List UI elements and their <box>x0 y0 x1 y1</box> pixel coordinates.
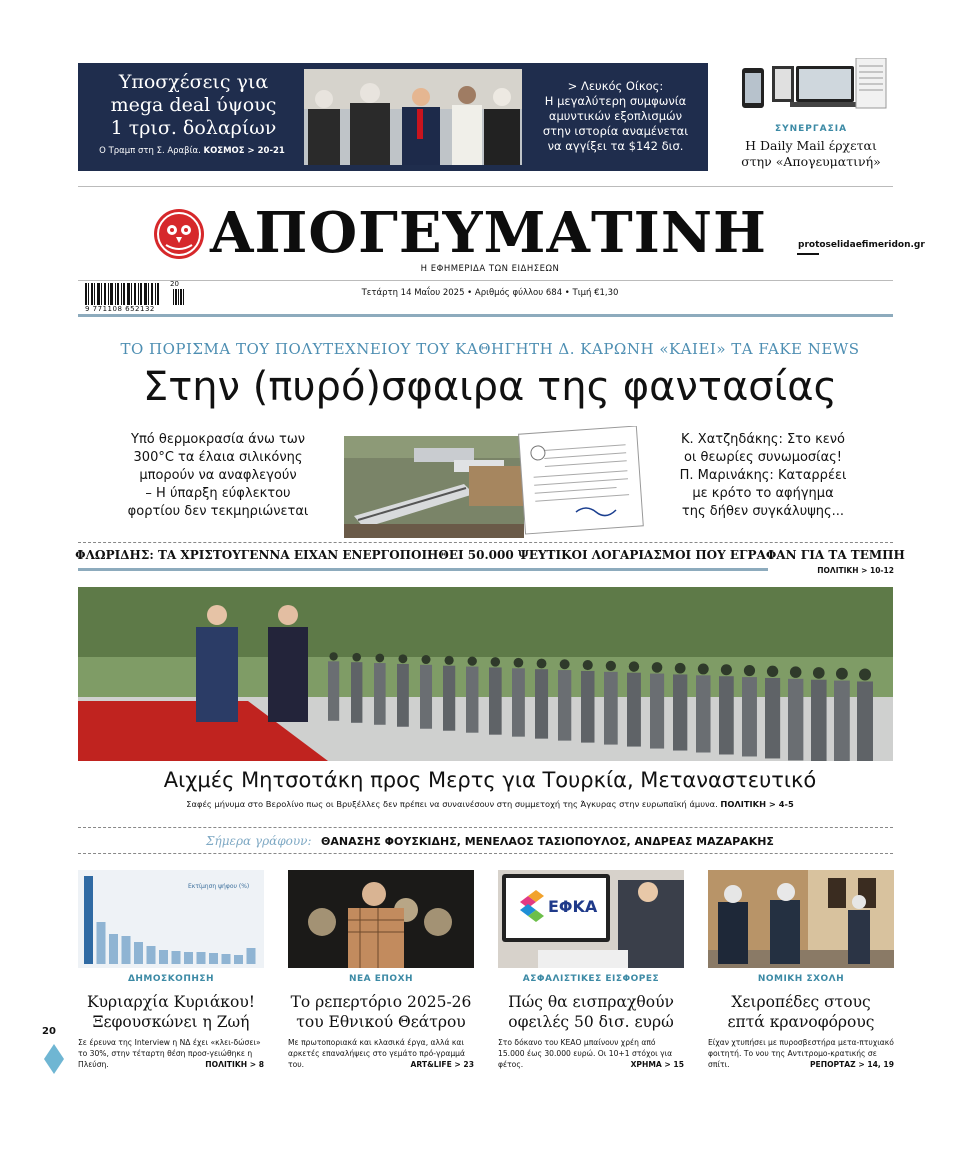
diamond-icon <box>44 1044 64 1074</box>
barcode-issue: 20 <box>170 280 179 288</box>
teaser-body: Σε έρευνα της Interview η ΝΔ έχει «κλει-δώσει» το 30%, στην τέταρτη θέση προσ-γειώθηκε η Πλεύση. ΠΟΛΙΤΙΚΗ > 8 <box>78 1038 264 1069</box>
teaser-body: Με πρωτοποριακά και κλασικά έργα, αλλά και αρκετές επαναλήψεις στο γεμάτο πρό-γραμμά του. ART&LIFE > 23 <box>288 1038 474 1069</box>
poll-bar <box>222 954 231 964</box>
top-story-right-text: Κ. Χατζηδάκης: Στο κενό οι θεωρίες συνωμοσίας! Π. Μαρινάκης: Καταρρέει με κρότο το αφήγημα της δήθεν συγκάλυψης... <box>679 432 847 519</box>
teaser-headline: Το ρεπερτόριο 2025-26 του Εθνικού Θεάτρου <box>290 993 472 1031</box>
collab-promo[interactable] <box>726 58 896 178</box>
soldier-figure <box>765 666 780 759</box>
soldier-figure <box>788 666 803 760</box>
teaser-body: Είχαν χτυπήσει με πυροσβεστήρα μετα-πτυχιακό φοιτητή. Το νου της Αντιτρομο-κρατικής σε σπίτι. ΡΕΠΟΡΤΑΖ > 14, 19 <box>708 1038 894 1069</box>
today-writers <box>0 834 980 848</box>
teaser-category: ΝΟΜΙΚΗ ΣΧΟΛΗ <box>757 974 845 984</box>
soldier-figure <box>397 654 409 726</box>
soldier-figure <box>627 661 641 746</box>
poll-chart-title: Εκτίμηση ψήφου (%) <box>188 883 250 890</box>
soldier-figure <box>535 659 548 739</box>
site-underline <box>797 253 819 255</box>
poll-bar <box>84 876 93 964</box>
promo-photo-summit <box>304 69 522 165</box>
dashed-divider <box>78 853 893 854</box>
parade-headline[interactable]: Αιχμές Μητσοτάκη προς Μερτς για Τουρκία, Μεταναστευτικό <box>163 768 817 792</box>
teaser-body: Στο δόκανο του ΚΕΑΟ μπαίνουν χρέη από 15.000 έως 30.000 ευρώ. Οι 10+1 στόχοι για φέτος. ΧΡΗΜΑ > 15 <box>498 1038 684 1069</box>
section-rule <box>78 314 893 317</box>
dateline: Τετάρτη 14 Μαΐου 2025 • Αριθμός φύλλου 684 • Τιμή €1,30 <box>361 288 619 298</box>
floridis-page-ref: ΠΟΛΙΤΙΚΗ > 10-12 <box>817 566 894 575</box>
dashed-divider <box>78 542 893 543</box>
soldier-figure <box>673 663 687 751</box>
section-rule <box>78 568 768 571</box>
efka-logo: ΕΦΚΑ <box>548 897 598 916</box>
owl-logo-icon <box>152 207 206 261</box>
soldier-figure <box>374 654 386 725</box>
top-story-left-text: Υπό θερμοκρασία άνω των 300°C τα έλαια σιλικόνης μπορούν να αναφλεγούν – Η ύπαρξη εύφλεκτου φορτίου δεν τεκμηριώνεται <box>127 432 309 519</box>
collab-text: Η Daily Mail έρχεται στην «Απογευματινή» <box>741 138 881 169</box>
poll-bar <box>247 948 256 964</box>
top-story-kicker: ΤΟ ΠΟΡΙΣΜΑ ΤΟΥ ΠΟΛΥΤΕΧΝΕΙΟΥ ΤΟΥ ΚΑΘΗΓΗΤΗ Δ. ΚΑΡΩΝΗ «ΚΑΙΕΙ» ΤΑ FAKE NEWS <box>120 340 860 358</box>
efka-photo <box>498 870 684 968</box>
poll-bar <box>97 922 106 964</box>
poll-bar <box>209 953 218 964</box>
police-photo <box>708 870 894 968</box>
soldier-figure <box>466 656 478 732</box>
promo-subtitle: Ο Τραμπ στη Σ. Αραβία. ΚΟΣΜΟΣ > 20-21 <box>99 146 285 156</box>
teaser-category: ΑΣΦΑΛΙΣΤΙΚΕΣ ΕΙΣΦΟΡΕΣ <box>522 974 660 984</box>
soldier-figure <box>719 664 734 754</box>
divider <box>78 186 893 187</box>
soldier-figure <box>512 658 525 737</box>
theatre-photo <box>288 870 474 968</box>
soldier-figure <box>834 668 850 761</box>
soldier-figure <box>857 668 873 761</box>
divider <box>78 280 893 281</box>
today-names: ΘΑΝΑΣΗΣ ΦΟΥΣΚΙΔΗΣ, ΜΕΝΕΛΑΟΣ ΤΑΣΙΟΠΟΥΛΟΣ, ΑΝΔΡΕΑΣ ΜΑΖΑΡΑΚΗΣ <box>321 835 774 848</box>
soldier-figure <box>558 659 571 740</box>
soldier-figure <box>489 657 502 735</box>
teaser-headline: Χειροπέδες στους επτά κρανοφόρους <box>727 993 875 1031</box>
poll-bar <box>234 955 243 964</box>
masthead-tagline: Η ΕΦΗΜΕΡΙΔΑ ΤΩΝ ΕΙΔΗΣΕΩΝ <box>420 264 560 274</box>
soldier-figure <box>581 660 594 743</box>
soldier-figure <box>351 653 362 723</box>
floridis-headline[interactable]: ΦΛΩΡΙΔΗΣ: ΤΑ ΧΡΙΣΤΟΥΓΕΝΝΑ ΕΙΧΑΝ ΕΝΕΡΓΟΠΟΙΗΘΕΙ 50.000 ΨΕΥΤΙΚΟΙ ΛΟΓΑΡΙΑΣΜΟΙ ΠΟΥ ΕΓΡΑΦΑΝ ΓΙΑ ΤΑ ΤΕΜΠΗ <box>75 548 905 562</box>
poll-chart-thumbnail <box>78 870 264 968</box>
barcode-number: 9 771108 652132 <box>85 305 155 313</box>
poll-bar <box>147 946 156 964</box>
teaser-headline: Πώς θα εισπραχθούν οφειλές 50 δισ. ευρώ <box>508 993 674 1031</box>
poll-bar <box>159 950 168 964</box>
train-crash-photo <box>344 436 524 538</box>
parade-subtitle: Σαφές μήνυμα στο Βερολίνο πως οι Βρυξέλλες δεν πρέπει να συναινέσουν στη συμμετοχή της Άγκυρας στην ευρωπαϊκή άμυνα. ΠΟΛΙΤΙΚΗ > 4-5 <box>186 799 794 809</box>
devices-icon <box>738 58 888 118</box>
page-number: 20 <box>42 1026 56 1037</box>
promo-banner[interactable] <box>78 63 708 171</box>
top-story-headline[interactable]: Στην (πυρό)σφαιρα της φαντασίας <box>142 364 838 410</box>
teaser-category: ΔΗΜΟΣΚΟΠΗΣΗ <box>127 974 215 984</box>
promo-headline: Υποσχέσεις για mega deal ύψους 1 τρισ. δολαρίων <box>110 71 277 139</box>
poll-bar <box>134 942 143 964</box>
soldier-figure <box>742 665 757 757</box>
poll-bar <box>197 952 206 964</box>
military-parade-photo <box>78 587 893 761</box>
poll-bar <box>122 936 131 964</box>
soldier-figure <box>328 652 339 721</box>
poll-bar <box>109 934 118 964</box>
soldier-figure <box>696 664 711 753</box>
masthead-title: ΑΠΟΓΕΥΜΑΤΙΝΗ <box>210 200 767 266</box>
teaser-headline: Κυριαρχία Κυριάκου! Ξεφουσκώνει η Ζωή <box>87 993 255 1031</box>
dashed-divider <box>78 827 893 828</box>
collab-label: ΣΥΝΕΡΓΑΣΙΑ <box>774 124 848 134</box>
soldier-figure <box>650 662 664 748</box>
poll-bar <box>184 952 193 964</box>
teaser-category: ΝΕΑ ΕΠΟΧΗ <box>348 974 414 984</box>
soldier-figure <box>443 656 455 731</box>
soldier-figure <box>811 667 827 761</box>
promo-right-text: > Λευκός Οίκος: Η μεγαλύτερη συμφωνία αμυντικών εξοπλισμών στην ιστορία αναμένεται να αγγίξει τα $142 δισ. <box>542 79 689 153</box>
soldier-figure <box>420 655 432 729</box>
document-photo <box>516 426 646 536</box>
today-label: Σήμερα γράφουν: <box>206 834 312 848</box>
soldier-figure <box>604 661 618 745</box>
source-site-label[interactable]: protoselidaefimeridon.gr <box>798 240 925 250</box>
poll-bar <box>172 951 181 964</box>
